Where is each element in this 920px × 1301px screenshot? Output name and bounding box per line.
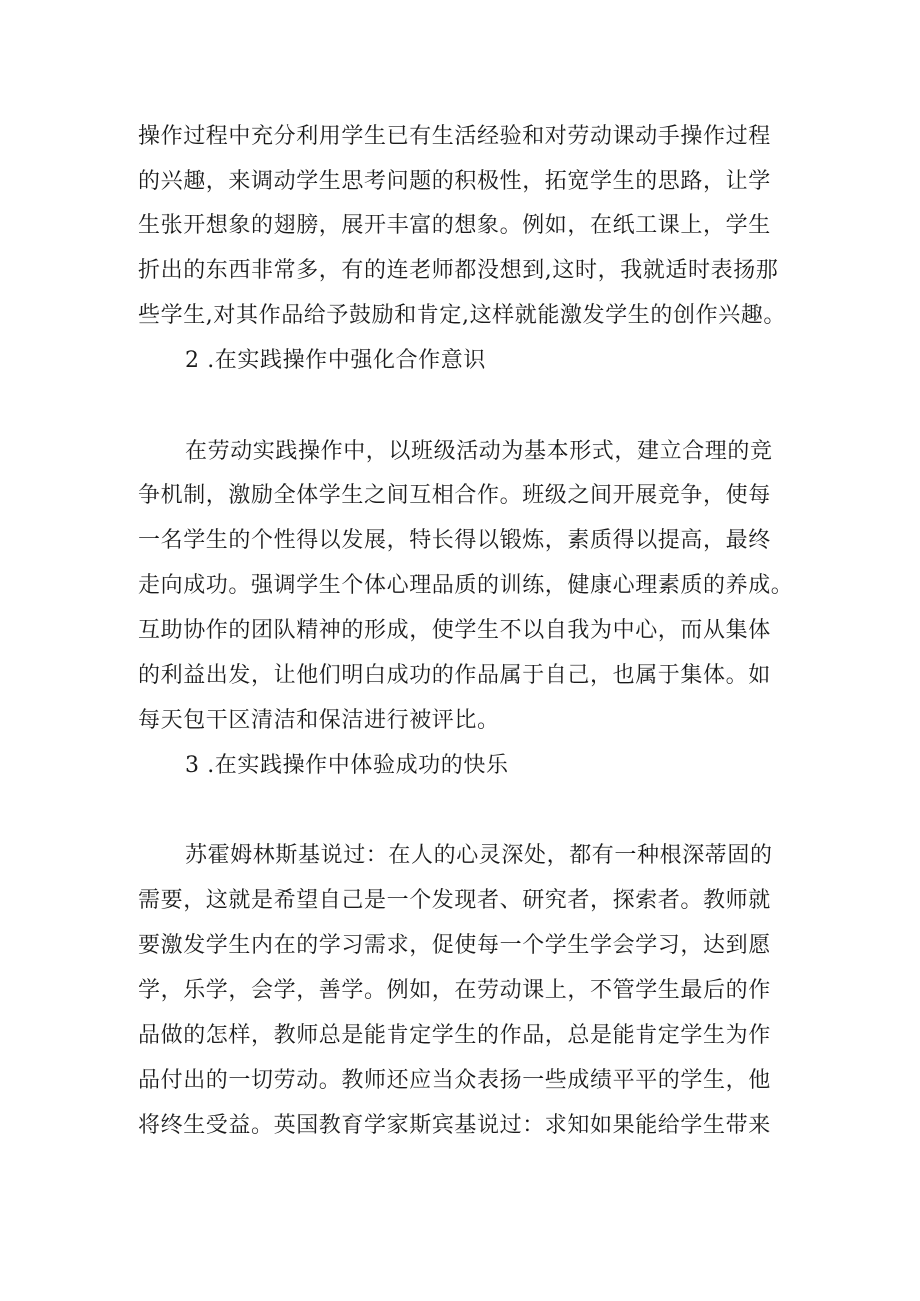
paragraph-line: 折出的东西非常多，有的连老师都没想到,这时，我就适时表扬那	[138, 258, 779, 283]
paragraph-line: 些学生,对其作品给予鼓励和肯定,这样就能激发学生的创作兴趣。	[138, 303, 786, 328]
paragraph-line: 品付出的一切劳动。教师还应当众表扬一些成绩平平的学生，他	[138, 1068, 771, 1093]
paragraph-line: 将终生受益。英国教育学家斯宾基说过：求知如果能给学生带来	[138, 1113, 771, 1138]
paragraph-line: 走向成功。强调学生个体心理品质的训练，健康心理素质的养成。	[138, 573, 794, 598]
paragraph-line: 操作过程中充分利用学生已有生活经验和对劳动课动手操作过程	[138, 124, 771, 149]
paragraph-line: 的兴趣，来调动学生思考问题的积极性，拓宽学生的思路，让学	[138, 169, 771, 194]
paragraph-line: 每天包干区清洁和保洁进行被评比。	[138, 708, 500, 733]
paragraph-line: 在劳动实践操作中，以班级活动为基本形式，建立合理的竞	[185, 439, 773, 464]
section-heading-2: 2 .在实践操作中强化合作意识	[185, 348, 486, 373]
paragraph-line: 一名学生的个性得以发展，特长得以锻炼，素质得以提高，最终	[138, 528, 771, 553]
section-heading-3: 3 .在实践操作中体验成功的快乐	[185, 753, 509, 778]
paragraph-line: 学，乐学，会学，善学。例如，在劳动课上，不管学生最后的作	[138, 978, 771, 1003]
paragraph-line: 的利益出发，让他们明白成功的作品属于自己，也属于集体。如	[138, 663, 771, 688]
paragraph-line: 要激发学生内在的学习需求，促使每一个学生学会学习，达到愿	[138, 933, 771, 958]
paragraph-line: 生张开想象的翅膀，展开丰富的想象。例如，在纸工课上，学生	[138, 213, 771, 238]
paragraph-line: 争机制，激励全体学生之间互相合作。班级之间开展竞争，使每	[138, 483, 771, 508]
paragraph-line: 品做的怎样，教师总是能肯定学生的作品，总是能肯定学生为作	[138, 1023, 771, 1048]
paragraph-line: 需要，这就是希望自己是一个发现者、研究者，探索者。教师就	[138, 888, 771, 913]
paragraph-line: 互助协作的团队精神的形成，使学生不以自我为中心，而从集体	[138, 618, 771, 643]
paragraph-line: 苏霍姆林斯基说过：在人的心灵深处，都有一种根深蒂固的	[185, 843, 773, 868]
